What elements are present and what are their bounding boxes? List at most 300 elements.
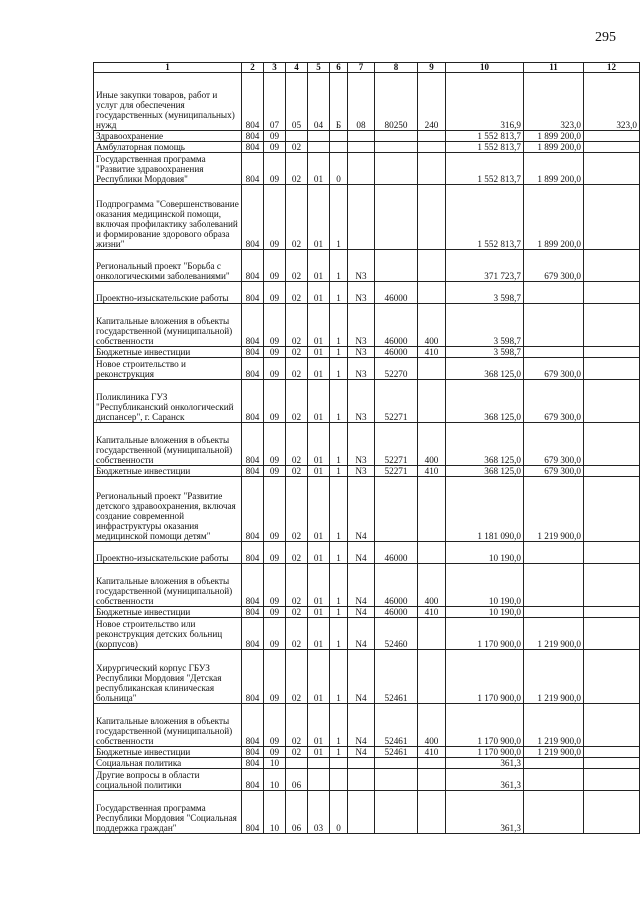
subprogram-code: 1 bbox=[330, 618, 348, 650]
program-code: 01 bbox=[308, 466, 330, 477]
subsection-code bbox=[286, 131, 308, 142]
table-row bbox=[94, 704, 640, 747]
program-code bbox=[308, 758, 330, 769]
project-code: N3 bbox=[348, 380, 375, 423]
amount-year-3 bbox=[584, 250, 640, 282]
expense-type-code bbox=[418, 618, 446, 650]
direction-code: 46000 bbox=[375, 304, 418, 347]
program-code: 01 bbox=[308, 650, 330, 704]
expense-type-code bbox=[418, 358, 446, 380]
amount-year-2: 679 300,0 bbox=[524, 423, 584, 466]
section-code: 09 bbox=[264, 466, 286, 477]
amount-year-3: 323,0 bbox=[584, 73, 640, 131]
program-code: 03 bbox=[308, 791, 330, 834]
amount-year-3 bbox=[584, 153, 640, 185]
expense-type-code: 400 bbox=[418, 304, 446, 347]
section-code: 09 bbox=[264, 618, 286, 650]
direction-code bbox=[375, 185, 418, 250]
amount-year-2 bbox=[524, 758, 584, 769]
project-code: N3 bbox=[348, 466, 375, 477]
table-body bbox=[94, 73, 640, 834]
direction-code bbox=[375, 477, 418, 542]
section-code: 09 bbox=[264, 358, 286, 380]
direction-code: 52460 bbox=[375, 618, 418, 650]
expense-type-code: 410 bbox=[418, 466, 446, 477]
program-code bbox=[308, 142, 330, 153]
direction-code bbox=[375, 153, 418, 185]
program-code: 01 bbox=[308, 282, 330, 304]
column-header: 3 bbox=[264, 63, 286, 73]
expense-type-code: 400 bbox=[418, 704, 446, 747]
program-code: 04 bbox=[308, 73, 330, 131]
amount-year-2 bbox=[524, 304, 584, 347]
table-row bbox=[94, 477, 640, 542]
amount-year-3 bbox=[584, 380, 640, 423]
program-code: 01 bbox=[308, 347, 330, 358]
subprogram-code: 1 bbox=[330, 477, 348, 542]
amount-year-1: 1 170 900,0 bbox=[446, 704, 524, 747]
section-code: 09 bbox=[264, 380, 286, 423]
table-row bbox=[94, 607, 640, 618]
section-code: 09 bbox=[264, 423, 286, 466]
budget-table bbox=[93, 62, 640, 834]
amount-year-3 bbox=[584, 758, 640, 769]
amount-year-1: 368 125,0 bbox=[446, 466, 524, 477]
program-code: 01 bbox=[308, 477, 330, 542]
item-name: Амбулаторная помощь bbox=[94, 142, 242, 153]
amount-year-2: 1 899 200,0 bbox=[524, 153, 584, 185]
section-code: 09 bbox=[264, 250, 286, 282]
amount-year-3 bbox=[584, 358, 640, 380]
project-code: N3 bbox=[348, 358, 375, 380]
subsection-code: 02 bbox=[286, 347, 308, 358]
amount-year-3 bbox=[584, 347, 640, 358]
amount-year-3 bbox=[584, 618, 640, 650]
project-code bbox=[348, 791, 375, 834]
project-code: 08 bbox=[348, 73, 375, 131]
table-row bbox=[94, 423, 640, 466]
direction-code: 46000 bbox=[375, 282, 418, 304]
amount-year-2: 679 300,0 bbox=[524, 380, 584, 423]
ministry-code: 804 bbox=[242, 769, 264, 791]
subsection-code: 02 bbox=[286, 250, 308, 282]
subsection-code: 02 bbox=[286, 380, 308, 423]
table-row bbox=[94, 618, 640, 650]
item-name: Бюджетные инвестиции bbox=[94, 747, 242, 758]
subsection-code bbox=[286, 758, 308, 769]
subprogram-code: 1 bbox=[330, 185, 348, 250]
item-name: Региональный проект "Борьба с онкологическими заболеваниями" bbox=[94, 250, 242, 282]
expense-type-code bbox=[418, 250, 446, 282]
ministry-code: 804 bbox=[242, 282, 264, 304]
project-code bbox=[348, 185, 375, 250]
amount-year-2 bbox=[524, 791, 584, 834]
amount-year-3 bbox=[584, 185, 640, 250]
section-code: 09 bbox=[264, 477, 286, 542]
subsection-code: 02 bbox=[286, 704, 308, 747]
project-code: N3 bbox=[348, 250, 375, 282]
ministry-code: 804 bbox=[242, 542, 264, 564]
subsection-code: 02 bbox=[286, 477, 308, 542]
program-code: 01 bbox=[308, 304, 330, 347]
direction-code: 52270 bbox=[375, 358, 418, 380]
ministry-code: 804 bbox=[242, 704, 264, 747]
column-header: 8 bbox=[375, 63, 418, 73]
amount-year-3 bbox=[584, 542, 640, 564]
amount-year-1: 1 170 900,0 bbox=[446, 618, 524, 650]
item-name: Государственная программа Республики Мордовия "Социальная поддержка граждан" bbox=[94, 791, 242, 834]
expense-type-code bbox=[418, 769, 446, 791]
amount-year-2: 1 899 200,0 bbox=[524, 142, 584, 153]
direction-code bbox=[375, 250, 418, 282]
ministry-code: 804 bbox=[242, 380, 264, 423]
ministry-code: 804 bbox=[242, 618, 264, 650]
table-row bbox=[94, 282, 640, 304]
expense-type-code bbox=[418, 542, 446, 564]
subsection-code: 06 bbox=[286, 791, 308, 834]
program-code: 01 bbox=[308, 542, 330, 564]
amount-year-2: 1 219 900,0 bbox=[524, 650, 584, 704]
program-code: 01 bbox=[308, 358, 330, 380]
item-name: Капитальные вложения в объекты государственной (муниципальной) собственности bbox=[94, 304, 242, 347]
direction-code: 52461 bbox=[375, 650, 418, 704]
table-row bbox=[94, 791, 640, 834]
amount-year-1: 10 190,0 bbox=[446, 564, 524, 607]
direction-code: 46000 bbox=[375, 564, 418, 607]
expense-type-code bbox=[418, 380, 446, 423]
direction-code bbox=[375, 791, 418, 834]
item-name: Бюджетные инвестиции bbox=[94, 607, 242, 618]
ministry-code: 804 bbox=[242, 477, 264, 542]
project-code: N4 bbox=[348, 747, 375, 758]
subprogram-code: 1 bbox=[330, 347, 348, 358]
table-row bbox=[94, 250, 640, 282]
subprogram-code: 1 bbox=[330, 282, 348, 304]
amount-year-1: 10 190,0 bbox=[446, 607, 524, 618]
amount-year-3 bbox=[584, 564, 640, 607]
table-row bbox=[94, 758, 640, 769]
project-code bbox=[348, 758, 375, 769]
column-header: 6 bbox=[330, 63, 348, 73]
expense-type-code bbox=[418, 153, 446, 185]
expense-type-code: 410 bbox=[418, 607, 446, 618]
table-row bbox=[94, 380, 640, 423]
amount-year-3 bbox=[584, 791, 640, 834]
project-code bbox=[348, 142, 375, 153]
subprogram-code: 1 bbox=[330, 650, 348, 704]
amount-year-3 bbox=[584, 650, 640, 704]
project-code: N4 bbox=[348, 564, 375, 607]
direction-code: 46000 bbox=[375, 347, 418, 358]
program-code: 01 bbox=[308, 380, 330, 423]
column-header: 1 bbox=[94, 63, 242, 73]
expense-type-code: 410 bbox=[418, 347, 446, 358]
subprogram-code: Б bbox=[330, 73, 348, 131]
section-code: 10 bbox=[264, 758, 286, 769]
ministry-code: 804 bbox=[242, 131, 264, 142]
subprogram-code: 1 bbox=[330, 250, 348, 282]
section-code: 09 bbox=[264, 704, 286, 747]
ministry-code: 804 bbox=[242, 466, 264, 477]
amount-year-3 bbox=[584, 769, 640, 791]
amount-year-2: 323,0 bbox=[524, 73, 584, 131]
subprogram-code: 1 bbox=[330, 607, 348, 618]
subsection-code: 02 bbox=[286, 358, 308, 380]
amount-year-1: 1 170 900,0 bbox=[446, 650, 524, 704]
section-code: 09 bbox=[264, 607, 286, 618]
subsection-code: 02 bbox=[286, 423, 308, 466]
expense-type-code bbox=[418, 282, 446, 304]
direction-code: 46000 bbox=[375, 542, 418, 564]
ministry-code: 804 bbox=[242, 747, 264, 758]
amount-year-1: 3 598,7 bbox=[446, 304, 524, 347]
page-number: 295 bbox=[595, 30, 616, 45]
subsection-code: 02 bbox=[286, 618, 308, 650]
direction-code: 52271 bbox=[375, 423, 418, 466]
amount-year-2: 1 219 900,0 bbox=[524, 704, 584, 747]
table-row bbox=[94, 769, 640, 791]
expense-type-code: 400 bbox=[418, 423, 446, 466]
amount-year-1: 1 552 813,7 bbox=[446, 131, 524, 142]
amount-year-3 bbox=[584, 282, 640, 304]
project-code: N4 bbox=[348, 607, 375, 618]
amount-year-3 bbox=[584, 704, 640, 747]
subprogram-code: 1 bbox=[330, 358, 348, 380]
item-name: Государственная программа "Развитие здравоохранения Республики Мордовия" bbox=[94, 153, 242, 185]
amount-year-1: 1 170 900,0 bbox=[446, 747, 524, 758]
column-header: 4 bbox=[286, 63, 308, 73]
subsection-code: 02 bbox=[286, 153, 308, 185]
expense-type-code: 410 bbox=[418, 747, 446, 758]
project-code: N4 bbox=[348, 542, 375, 564]
section-code: 09 bbox=[264, 347, 286, 358]
subprogram-code bbox=[330, 769, 348, 791]
direction-code: 52271 bbox=[375, 380, 418, 423]
table-row bbox=[94, 131, 640, 142]
subsection-code: 02 bbox=[286, 466, 308, 477]
table-row bbox=[94, 358, 640, 380]
amount-year-2 bbox=[524, 564, 584, 607]
expense-type-code bbox=[418, 142, 446, 153]
amount-year-2: 679 300,0 bbox=[524, 466, 584, 477]
program-code: 01 bbox=[308, 250, 330, 282]
column-header: 7 bbox=[348, 63, 375, 73]
item-name: Проектно-изыскательские работы bbox=[94, 282, 242, 304]
amount-year-3 bbox=[584, 466, 640, 477]
section-code: 10 bbox=[264, 769, 286, 791]
item-name: Подпрограмма "Совершенствование оказания медицинской помощи, включая профилактику заболеваний и формирование здорового образа жизни" bbox=[94, 185, 242, 250]
subsection-code: 02 bbox=[286, 185, 308, 250]
program-code: 01 bbox=[308, 185, 330, 250]
column-header: 5 bbox=[308, 63, 330, 73]
project-code: N4 bbox=[348, 618, 375, 650]
ministry-code: 804 bbox=[242, 347, 264, 358]
item-name: Капитальные вложения в объекты государственной (муниципальной) собственности bbox=[94, 423, 242, 466]
section-code: 07 bbox=[264, 73, 286, 131]
subprogram-code: 1 bbox=[330, 466, 348, 477]
program-code: 01 bbox=[308, 607, 330, 618]
direction-code: 52271 bbox=[375, 466, 418, 477]
amount-year-1: 361,3 bbox=[446, 758, 524, 769]
amount-year-2 bbox=[524, 542, 584, 564]
direction-code: 52461 bbox=[375, 747, 418, 758]
item-name: Бюджетные инвестиции bbox=[94, 466, 242, 477]
amount-year-2: 1 219 900,0 bbox=[524, 747, 584, 758]
program-code: 01 bbox=[308, 618, 330, 650]
subprogram-code: 1 bbox=[330, 747, 348, 758]
amount-year-1: 361,3 bbox=[446, 769, 524, 791]
ministry-code: 804 bbox=[242, 791, 264, 834]
item-name: Проектно-изыскательские работы bbox=[94, 542, 242, 564]
ministry-code: 804 bbox=[242, 250, 264, 282]
expense-type-code bbox=[418, 477, 446, 542]
ministry-code: 804 bbox=[242, 153, 264, 185]
project-code bbox=[348, 131, 375, 142]
amount-year-3 bbox=[584, 747, 640, 758]
section-code: 09 bbox=[264, 185, 286, 250]
column-header: 11 bbox=[524, 63, 584, 73]
amount-year-3 bbox=[584, 304, 640, 347]
table-row bbox=[94, 142, 640, 153]
subsection-code: 02 bbox=[286, 564, 308, 607]
amount-year-2 bbox=[524, 282, 584, 304]
item-name: Бюджетные инвестиции bbox=[94, 347, 242, 358]
amount-year-2 bbox=[524, 769, 584, 791]
table-row bbox=[94, 347, 640, 358]
ministry-code: 804 bbox=[242, 185, 264, 250]
subsection-code: 02 bbox=[286, 607, 308, 618]
amount-year-1: 316,9 bbox=[446, 73, 524, 131]
amount-year-1: 3 598,7 bbox=[446, 347, 524, 358]
expense-type-code: 240 bbox=[418, 73, 446, 131]
column-header: 10 bbox=[446, 63, 524, 73]
amount-year-1: 371 723,7 bbox=[446, 250, 524, 282]
column-header: 9 bbox=[418, 63, 446, 73]
item-name: Хирургический корпус ГБУЗ Республики Мордовия "Детская республиканская клиническая больница" bbox=[94, 650, 242, 704]
expense-type-code bbox=[418, 185, 446, 250]
table-row bbox=[94, 466, 640, 477]
amount-year-2: 679 300,0 bbox=[524, 250, 584, 282]
project-code bbox=[348, 153, 375, 185]
table-row bbox=[94, 564, 640, 607]
program-code bbox=[308, 131, 330, 142]
program-code: 01 bbox=[308, 153, 330, 185]
item-name: Поликлиника ГУЗ "Республиканский онкологический диспансер", г. Саранск bbox=[94, 380, 242, 423]
section-code: 09 bbox=[264, 304, 286, 347]
ministry-code: 804 bbox=[242, 142, 264, 153]
section-code: 09 bbox=[264, 650, 286, 704]
table-row bbox=[94, 650, 640, 704]
subprogram-code: 0 bbox=[330, 791, 348, 834]
column-header-row bbox=[94, 63, 640, 73]
ministry-code: 804 bbox=[242, 564, 264, 607]
table-row bbox=[94, 542, 640, 564]
amount-year-3 bbox=[584, 423, 640, 466]
amount-year-1: 368 125,0 bbox=[446, 380, 524, 423]
subprogram-code bbox=[330, 131, 348, 142]
amount-year-2: 1 219 900,0 bbox=[524, 477, 584, 542]
subprogram-code bbox=[330, 758, 348, 769]
subprogram-code: 1 bbox=[330, 380, 348, 423]
ministry-code: 804 bbox=[242, 358, 264, 380]
direction-code bbox=[375, 131, 418, 142]
project-code: N3 bbox=[348, 282, 375, 304]
project-code: N3 bbox=[348, 347, 375, 358]
project-code bbox=[348, 769, 375, 791]
expense-type-code: 400 bbox=[418, 564, 446, 607]
direction-code: 46000 bbox=[375, 607, 418, 618]
item-name: Капитальные вложения в объекты государственной (муниципальной) собственности bbox=[94, 704, 242, 747]
expense-type-code bbox=[418, 650, 446, 704]
table-row bbox=[94, 747, 640, 758]
expense-type-code bbox=[418, 131, 446, 142]
amount-year-1: 1 552 813,7 bbox=[446, 142, 524, 153]
amount-year-2 bbox=[524, 347, 584, 358]
subsection-code: 02 bbox=[286, 282, 308, 304]
item-name: Иные закупки товаров, работ и услуг для обеспечения государственных (муниципальных) нужд bbox=[94, 73, 242, 131]
column-header: 12 bbox=[584, 63, 640, 73]
item-name: Региональный проект "Развитие детского здравоохранения, включая создание современной инфраструктуры оказания медицинской помощи детям" bbox=[94, 477, 242, 542]
program-code bbox=[308, 769, 330, 791]
amount-year-1: 1 552 813,7 bbox=[446, 185, 524, 250]
subprogram-code: 1 bbox=[330, 304, 348, 347]
amount-year-1: 1 552 813,7 bbox=[446, 153, 524, 185]
amount-year-1: 368 125,0 bbox=[446, 423, 524, 466]
expense-type-code bbox=[418, 791, 446, 834]
program-code: 01 bbox=[308, 564, 330, 607]
project-code: N3 bbox=[348, 423, 375, 466]
ministry-code: 804 bbox=[242, 304, 264, 347]
amount-year-2: 679 300,0 bbox=[524, 358, 584, 380]
subprogram-code bbox=[330, 142, 348, 153]
amount-year-2 bbox=[524, 607, 584, 618]
program-code: 01 bbox=[308, 704, 330, 747]
subprogram-code: 1 bbox=[330, 564, 348, 607]
item-name: Здравоохранение bbox=[94, 131, 242, 142]
column-header: 2 bbox=[242, 63, 264, 73]
program-code: 01 bbox=[308, 423, 330, 466]
subsection-code: 02 bbox=[286, 747, 308, 758]
section-code: 10 bbox=[264, 791, 286, 834]
amount-year-2: 1 899 200,0 bbox=[524, 131, 584, 142]
project-code: N4 bbox=[348, 704, 375, 747]
amount-year-2: 1 219 900,0 bbox=[524, 618, 584, 650]
section-code: 09 bbox=[264, 153, 286, 185]
amount-year-1: 10 190,0 bbox=[446, 542, 524, 564]
direction-code bbox=[375, 142, 418, 153]
amount-year-3 bbox=[584, 131, 640, 142]
direction-code: 80250 bbox=[375, 73, 418, 131]
amount-year-1: 1 181 090,0 bbox=[446, 477, 524, 542]
item-name: Новое строительство и реконструкция bbox=[94, 358, 242, 380]
section-code: 09 bbox=[264, 142, 286, 153]
item-name: Социальная политика bbox=[94, 758, 242, 769]
ministry-code: 804 bbox=[242, 758, 264, 769]
subprogram-code: 1 bbox=[330, 704, 348, 747]
subsection-code: 02 bbox=[286, 142, 308, 153]
ministry-code: 804 bbox=[242, 73, 264, 131]
ministry-code: 804 bbox=[242, 423, 264, 466]
project-code: N4 bbox=[348, 477, 375, 542]
subsection-code: 06 bbox=[286, 769, 308, 791]
subprogram-code: 1 bbox=[330, 423, 348, 466]
table-row bbox=[94, 304, 640, 347]
amount-year-3 bbox=[584, 607, 640, 618]
subprogram-code: 1 bbox=[330, 542, 348, 564]
item-name: Другие вопросы в области социальной политики bbox=[94, 769, 242, 791]
subsection-code: 02 bbox=[286, 304, 308, 347]
direction-code bbox=[375, 758, 418, 769]
